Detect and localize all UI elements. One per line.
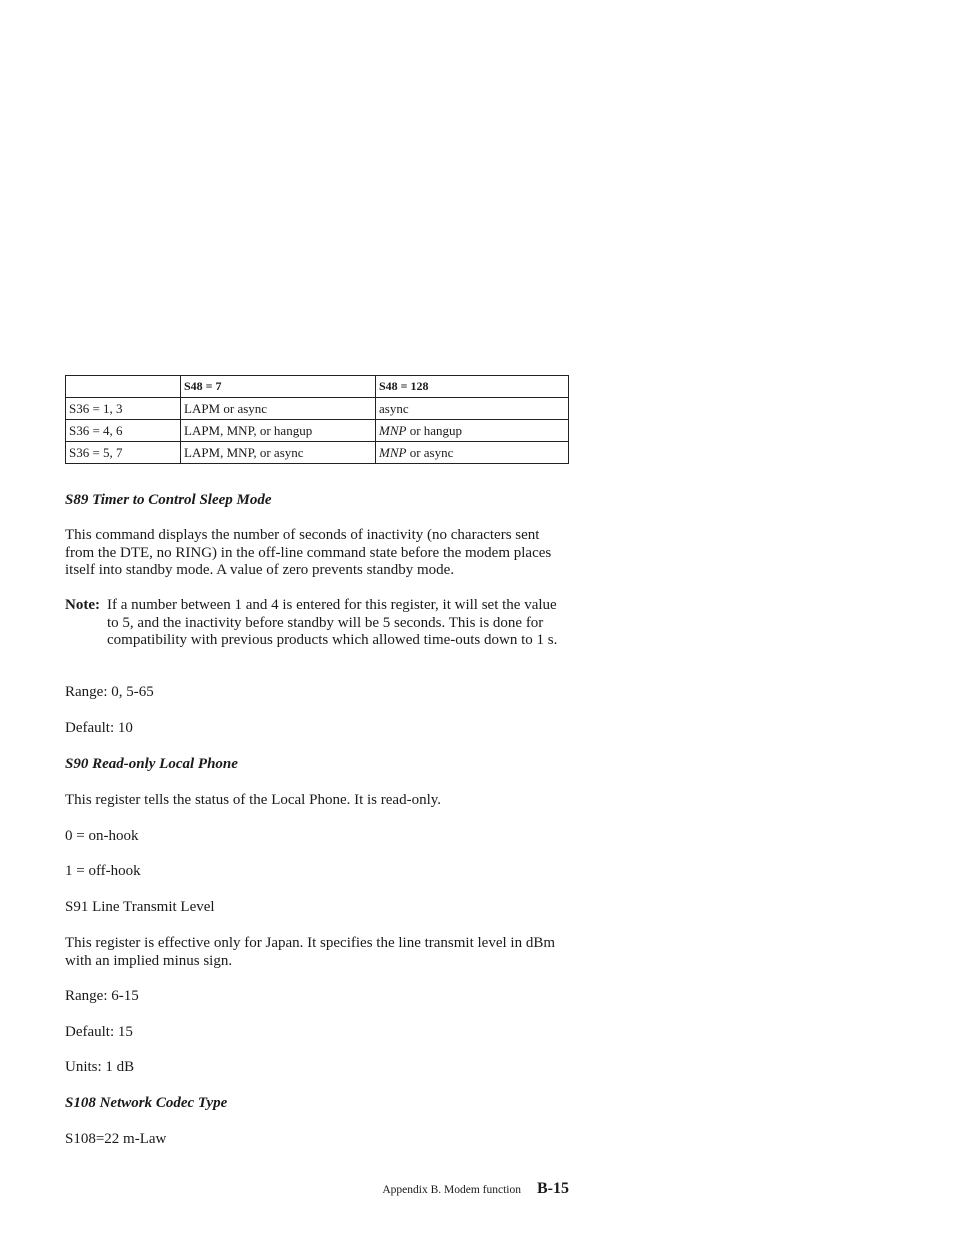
table-cell: S36 = 5, 7 bbox=[66, 442, 181, 464]
table-row bbox=[66, 420, 569, 442]
table-header-cell: S48 = 128 bbox=[376, 376, 569, 398]
register-table bbox=[65, 375, 569, 464]
table-cell-text: or hangup bbox=[406, 422, 463, 438]
table-header-row bbox=[66, 376, 569, 398]
table-cell: LAPM, MNP, or async bbox=[181, 442, 376, 464]
s90-heading: S90 Read-only Local Phone bbox=[65, 756, 238, 772]
document-page bbox=[65, 0, 569, 1235]
note-text: If a number between 1 and 4 is entered for this register, it will set the value to 5, and the inactivity before standby will be 5 seconds. This is done for compatibility with previous products which allowed time-outs down to 1 s. bbox=[107, 597, 558, 648]
table-cell-italic: MNP bbox=[379, 444, 407, 460]
table-cell: LAPM or async bbox=[181, 398, 376, 420]
note-label: Note: bbox=[65, 597, 100, 613]
s89-default: Default: 10 bbox=[65, 720, 133, 736]
s90-value-1: 1 = off-hook bbox=[65, 863, 141, 879]
table-row bbox=[66, 442, 569, 464]
s89-heading: S89 Timer to Control Sleep Mode bbox=[65, 492, 272, 508]
table-row bbox=[66, 398, 569, 420]
s89-note bbox=[65, 597, 569, 650]
s108-heading: S108 Network Codec Type bbox=[65, 1095, 228, 1111]
s91-range: Range: 6-15 bbox=[65, 988, 139, 1004]
s91-default: Default: 15 bbox=[65, 1024, 133, 1040]
table-cell: S36 = 1, 3 bbox=[66, 398, 181, 420]
s91-body: This register is effective only for Japan. It specifies the line transmit level in dBm with an implied minus sign. bbox=[65, 935, 556, 969]
table-cell: S36 = 4, 6 bbox=[66, 420, 181, 442]
s91-units: Units: 1 dB bbox=[65, 1059, 135, 1075]
table-cell: LAPM, MNP, or hangup bbox=[181, 420, 376, 442]
s89-body: This command displays the number of seconds of inactivity (no characters sent from the DTE, no RING) in the off-line command state before the modem places itself into standby mode. A value of zero prevents standby mode. bbox=[65, 527, 552, 578]
footer-text: Appendix B. Modem function bbox=[382, 1184, 521, 1196]
page-footer bbox=[65, 1180, 569, 1198]
table-cell-text: or async bbox=[406, 444, 454, 460]
table-cell bbox=[376, 420, 569, 442]
s108-value: S108=22 m-Law bbox=[65, 1131, 167, 1147]
table-cell-italic: MNP bbox=[379, 422, 407, 438]
table-cell bbox=[376, 442, 569, 464]
s90-value-0: 0 = on-hook bbox=[65, 828, 139, 844]
table-cell bbox=[376, 398, 569, 420]
s89-range: Range: 0, 5-65 bbox=[65, 684, 154, 700]
table-cell-text: async bbox=[379, 400, 409, 416]
s91-heading: S91 Line Transmit Level bbox=[65, 899, 215, 915]
s90-body: This register tells the status of the Local Phone. It is read-only. bbox=[65, 792, 442, 808]
table-header-cell bbox=[66, 376, 181, 398]
table-header-cell: S48 = 7 bbox=[181, 376, 376, 398]
page-number: B-15 bbox=[537, 1180, 569, 1197]
